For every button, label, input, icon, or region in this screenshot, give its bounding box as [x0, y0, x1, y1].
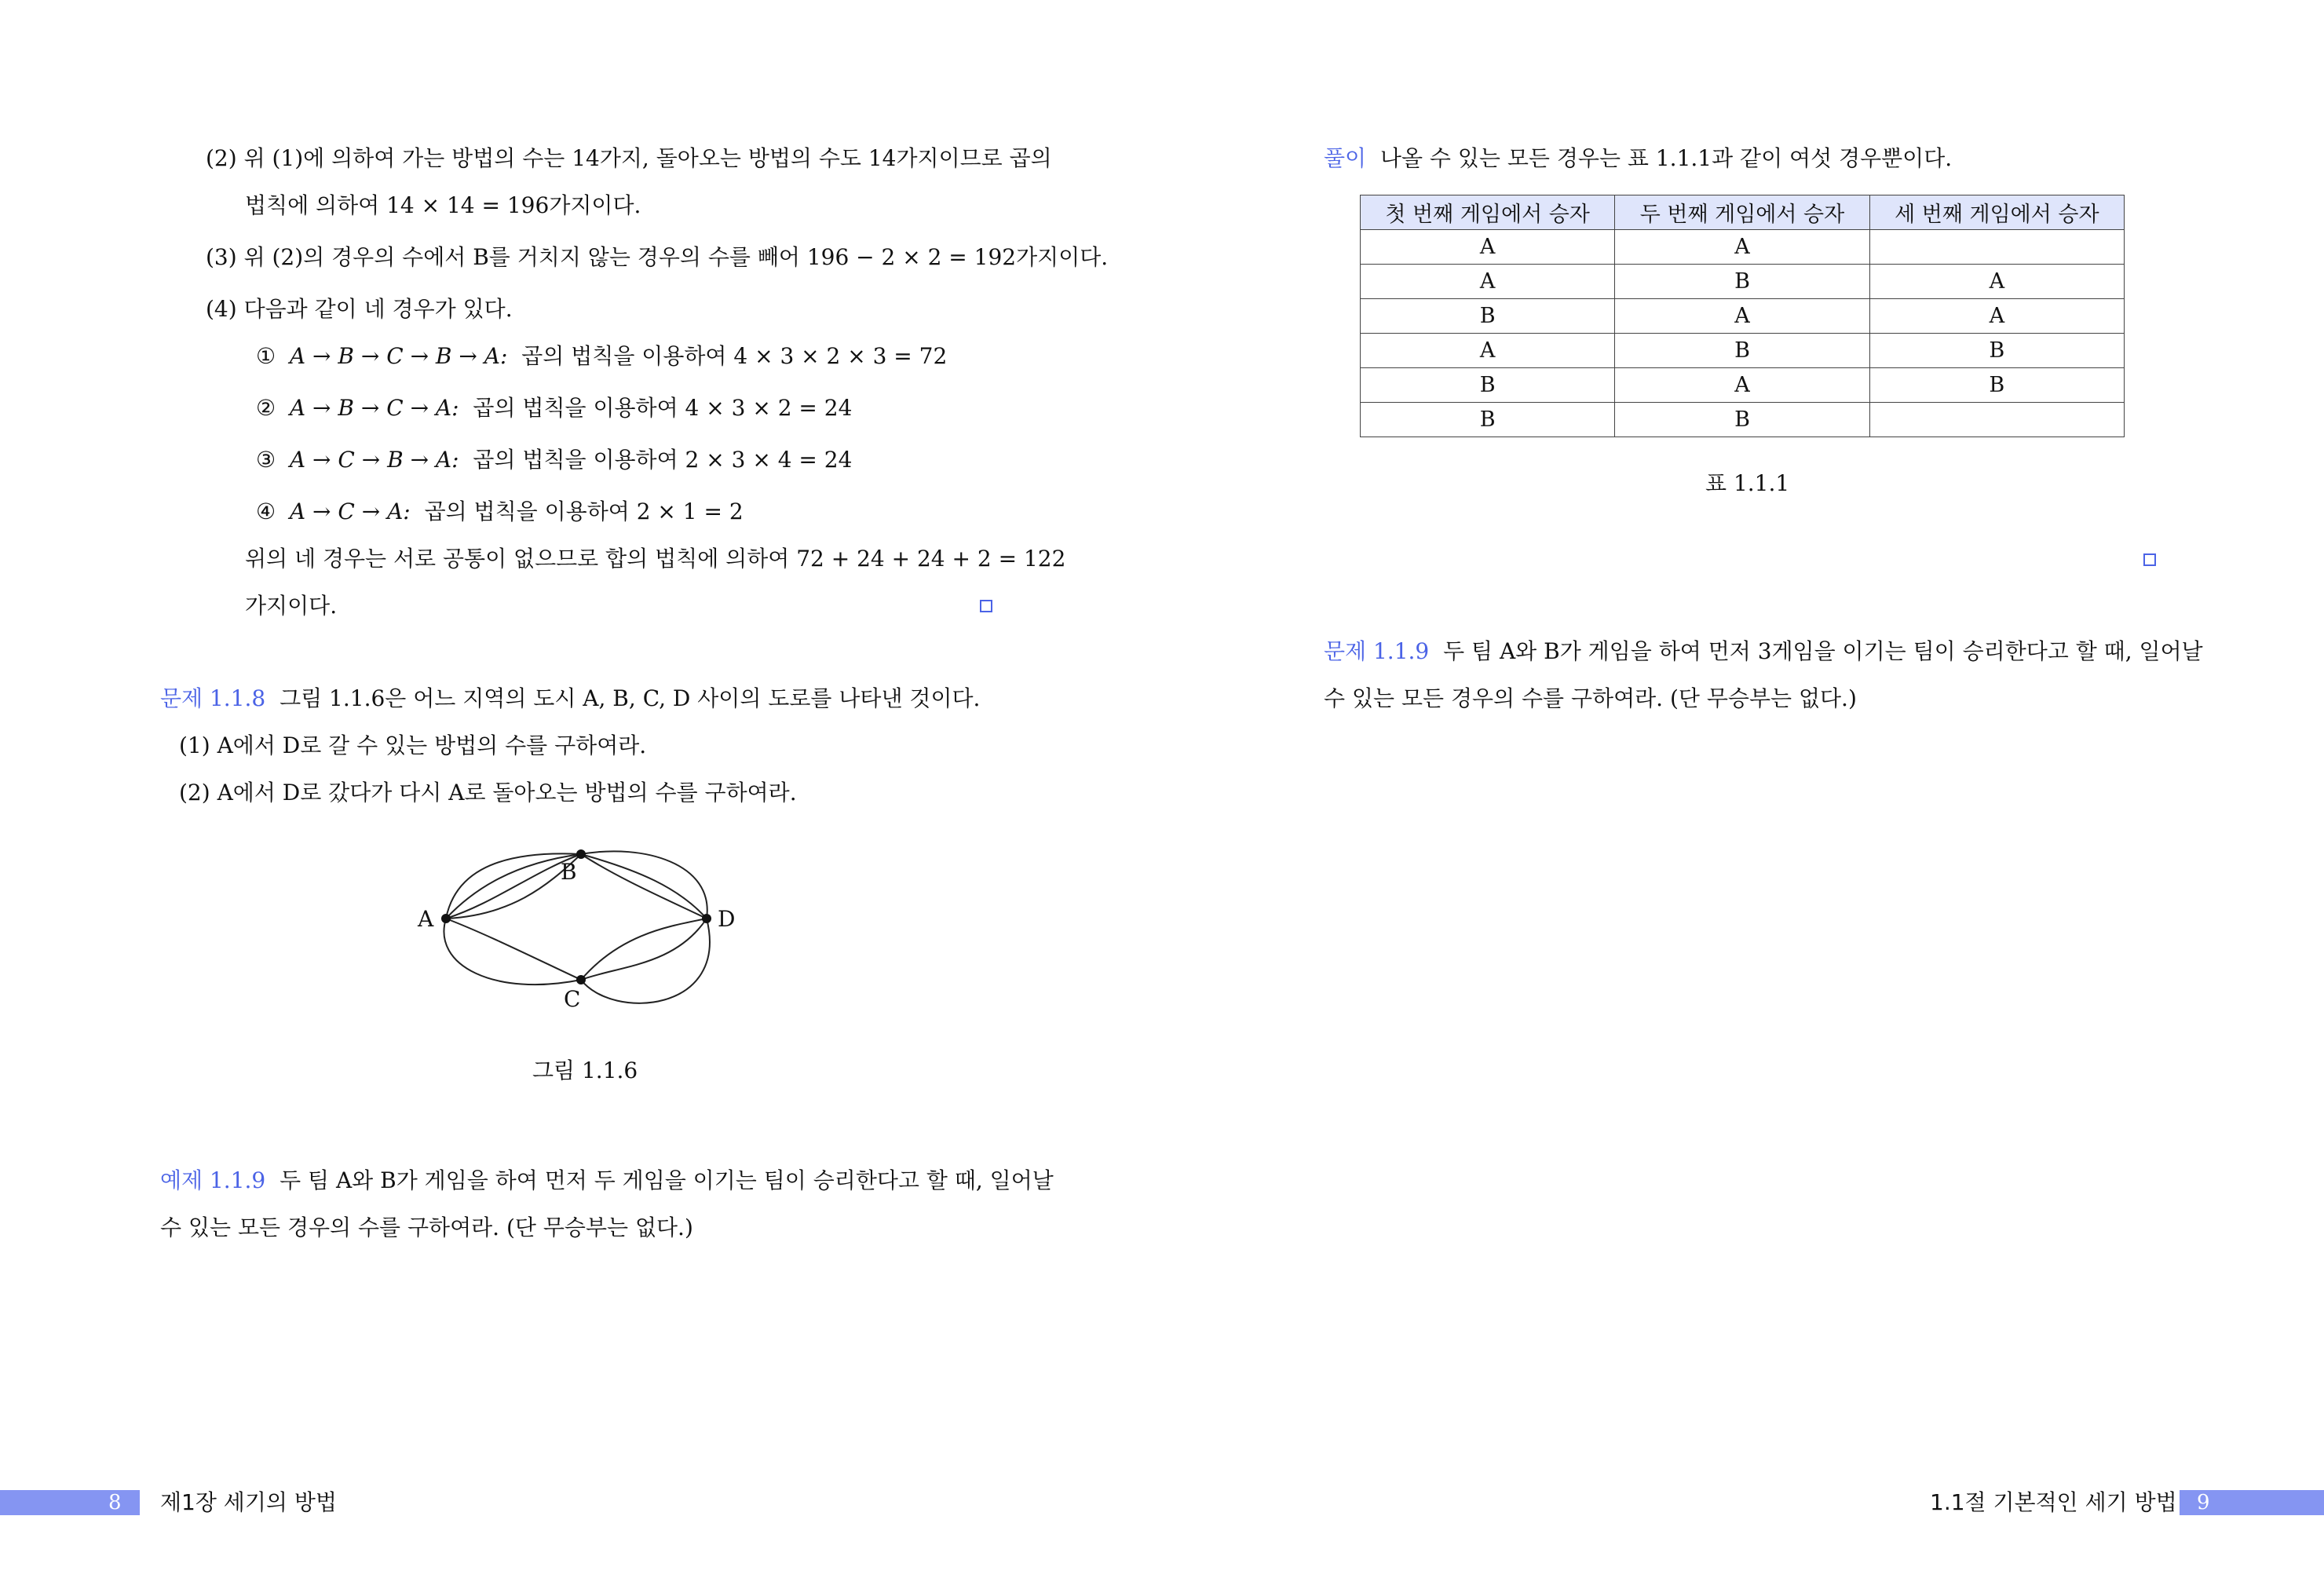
case-2: [256, 393, 852, 424]
solution-label: 풀이: [1324, 145, 1367, 171]
case-1: [256, 341, 947, 372]
case-path: A → B → C → B → A:: [289, 343, 508, 369]
table-cell: A: [1361, 334, 1615, 368]
problem-label: 문제 1.1.8: [160, 685, 266, 711]
results-table: [1360, 195, 2125, 437]
table-cell: B: [1869, 368, 2124, 403]
qed-box-icon: [2143, 553, 2156, 566]
table-header: 첫 번째 게임에서 승자: [1361, 195, 1615, 230]
problem-q2: (2) A에서 D로 갔다가 다시 A로 돌아오는 방법의 수를 구하여라.: [179, 780, 797, 805]
node-b-label: B: [561, 859, 577, 885]
page-number-left: 8: [108, 1491, 122, 1514]
case-path: A → C → B → A:: [289, 447, 459, 473]
node-c-dot: [576, 975, 586, 984]
case-text: 곱의 법칙을 이용하여 4 × 3 × 2 = 24: [473, 395, 853, 421]
table-cell: [1869, 403, 2124, 437]
case-path: A → B → C → A:: [289, 395, 459, 421]
table-header: 두 번째 게임에서 승자: [1615, 195, 1869, 230]
item4-summary-line2: 가지이다.: [245, 593, 338, 619]
table-row: [1361, 334, 2125, 368]
case-path: A → C → A:: [289, 499, 411, 524]
example-1-1-9-line2: 수 있는 모든 경우의 수를 구하여라. (단 무승부는 없다.): [160, 1215, 693, 1240]
example-1-1-9-line1: [160, 1165, 1054, 1196]
table-cell: A: [1615, 368, 1869, 403]
table-row: [1361, 265, 2125, 299]
solution-text: 나올 수 있는 모든 경우는 표 1.1.1과 같이 여섯 경우뿐이다.: [1379, 145, 1953, 171]
problem-1-1-9-line2: 수 있는 모든 경우의 수를 구하여라. (단 무승부는 없다.): [1324, 685, 1857, 711]
node-a-dot: [441, 914, 451, 923]
case-4: [256, 496, 744, 528]
road-network-figure: [408, 832, 754, 1036]
table-cell: B: [1615, 403, 1869, 437]
table-header-row: [1361, 195, 2125, 230]
table-row: [1361, 299, 2125, 334]
table-cell: A: [1615, 230, 1869, 265]
example-text: 두 팀 A와 B가 게임을 하여 먼저 두 게임을 이기는 팀이 승리한다고 할 때, 일어날: [280, 1167, 1054, 1193]
node-d-dot: [702, 914, 711, 923]
node-c-label: C: [564, 986, 581, 1012]
table-cell: [1869, 230, 2124, 265]
qed-box-icon: [980, 600, 992, 612]
case-text: 곱의 법칙을 이용하여 2 × 3 × 4 = 24: [473, 447, 853, 473]
table-cell: A: [1869, 299, 2124, 334]
figure-caption: 그림 1.1.6: [532, 1058, 638, 1083]
problem-1-1-8: [160, 683, 980, 714]
node-a-label: A: [418, 906, 434, 932]
node-b-dot: [576, 849, 586, 859]
table-row: [1361, 403, 2125, 437]
problem-text: 그림 1.1.6은 어느 지역의 도시 A, B, C, D 사이의 도로를 나타낸 것이다.: [280, 685, 981, 711]
table-cell: A: [1361, 265, 1615, 299]
case-num: ①: [256, 343, 276, 369]
table-row: [1361, 368, 2125, 403]
case-text: 곱의 법칙을 이용하여 2 × 1 = 2: [424, 499, 744, 524]
problem-q1: (1) A에서 D로 갈 수 있는 방법의 수를 구하여라.: [179, 732, 647, 758]
table-row: [1361, 230, 2125, 265]
case-num: ④: [256, 499, 276, 524]
table-cell: B: [1869, 334, 2124, 368]
table-caption: 표 1.1.1: [1705, 470, 1790, 496]
case-3: [256, 444, 852, 476]
table-cell: A: [1615, 299, 1869, 334]
item2-line1: (2) 위 (1)에 의하여 가는 방법의 수는 14가지, 돌아오는 방법의 수도 14가지이므로 곱의: [206, 145, 1052, 171]
case-text: 곱의 법칙을 이용하여 4 × 3 × 2 × 3 = 72: [521, 343, 948, 369]
example-label: 예제 1.1.9: [160, 1167, 266, 1193]
problem-text: 두 팀 A와 B가 게임을 하여 먼저 3게임을 이기는 팀이 승리한다고 할 때, 일어날: [1443, 638, 2203, 664]
table-cell: B: [1361, 299, 1615, 334]
table-cell: B: [1361, 368, 1615, 403]
chapter-title: 제1장 세기의 방법: [160, 1489, 337, 1515]
problem-label: 문제 1.1.9: [1324, 638, 1430, 664]
item4-summary-line1: 위의 네 경우는 서로 공통이 없으므로 합의 법칙에 의하여 72 + 24 + 24 + 2 = 122: [245, 546, 1066, 572]
item4-lead: (4) 다음과 같이 네 경우가 있다.: [206, 296, 513, 322]
table-cell: B: [1615, 334, 1869, 368]
problem-1-1-9-line1: [1324, 636, 2203, 667]
table-header: 세 번째 게임에서 승자: [1869, 195, 2124, 230]
table-cell: A: [1361, 230, 1615, 265]
solution-line: [1324, 143, 1952, 174]
page-number-right: 9: [2197, 1491, 2210, 1514]
section-title: 1.1절 기본적인 세기 방법: [1930, 1489, 2177, 1515]
case-num: ②: [256, 395, 276, 421]
table-cell: B: [1361, 403, 1615, 437]
table-cell: B: [1615, 265, 1869, 299]
node-d-label: D: [718, 906, 736, 932]
item3-line: (3) 위 (2)의 경우의 수에서 B를 거치지 않는 경우의 수를 빼어 196 − 2 × 2 = 192가지이다.: [206, 244, 1109, 270]
item2-line2: 법칙에 의하여 14 × 14 = 196가지이다.: [245, 192, 641, 218]
table-cell: A: [1869, 265, 2124, 299]
case-num: ③: [256, 447, 276, 473]
